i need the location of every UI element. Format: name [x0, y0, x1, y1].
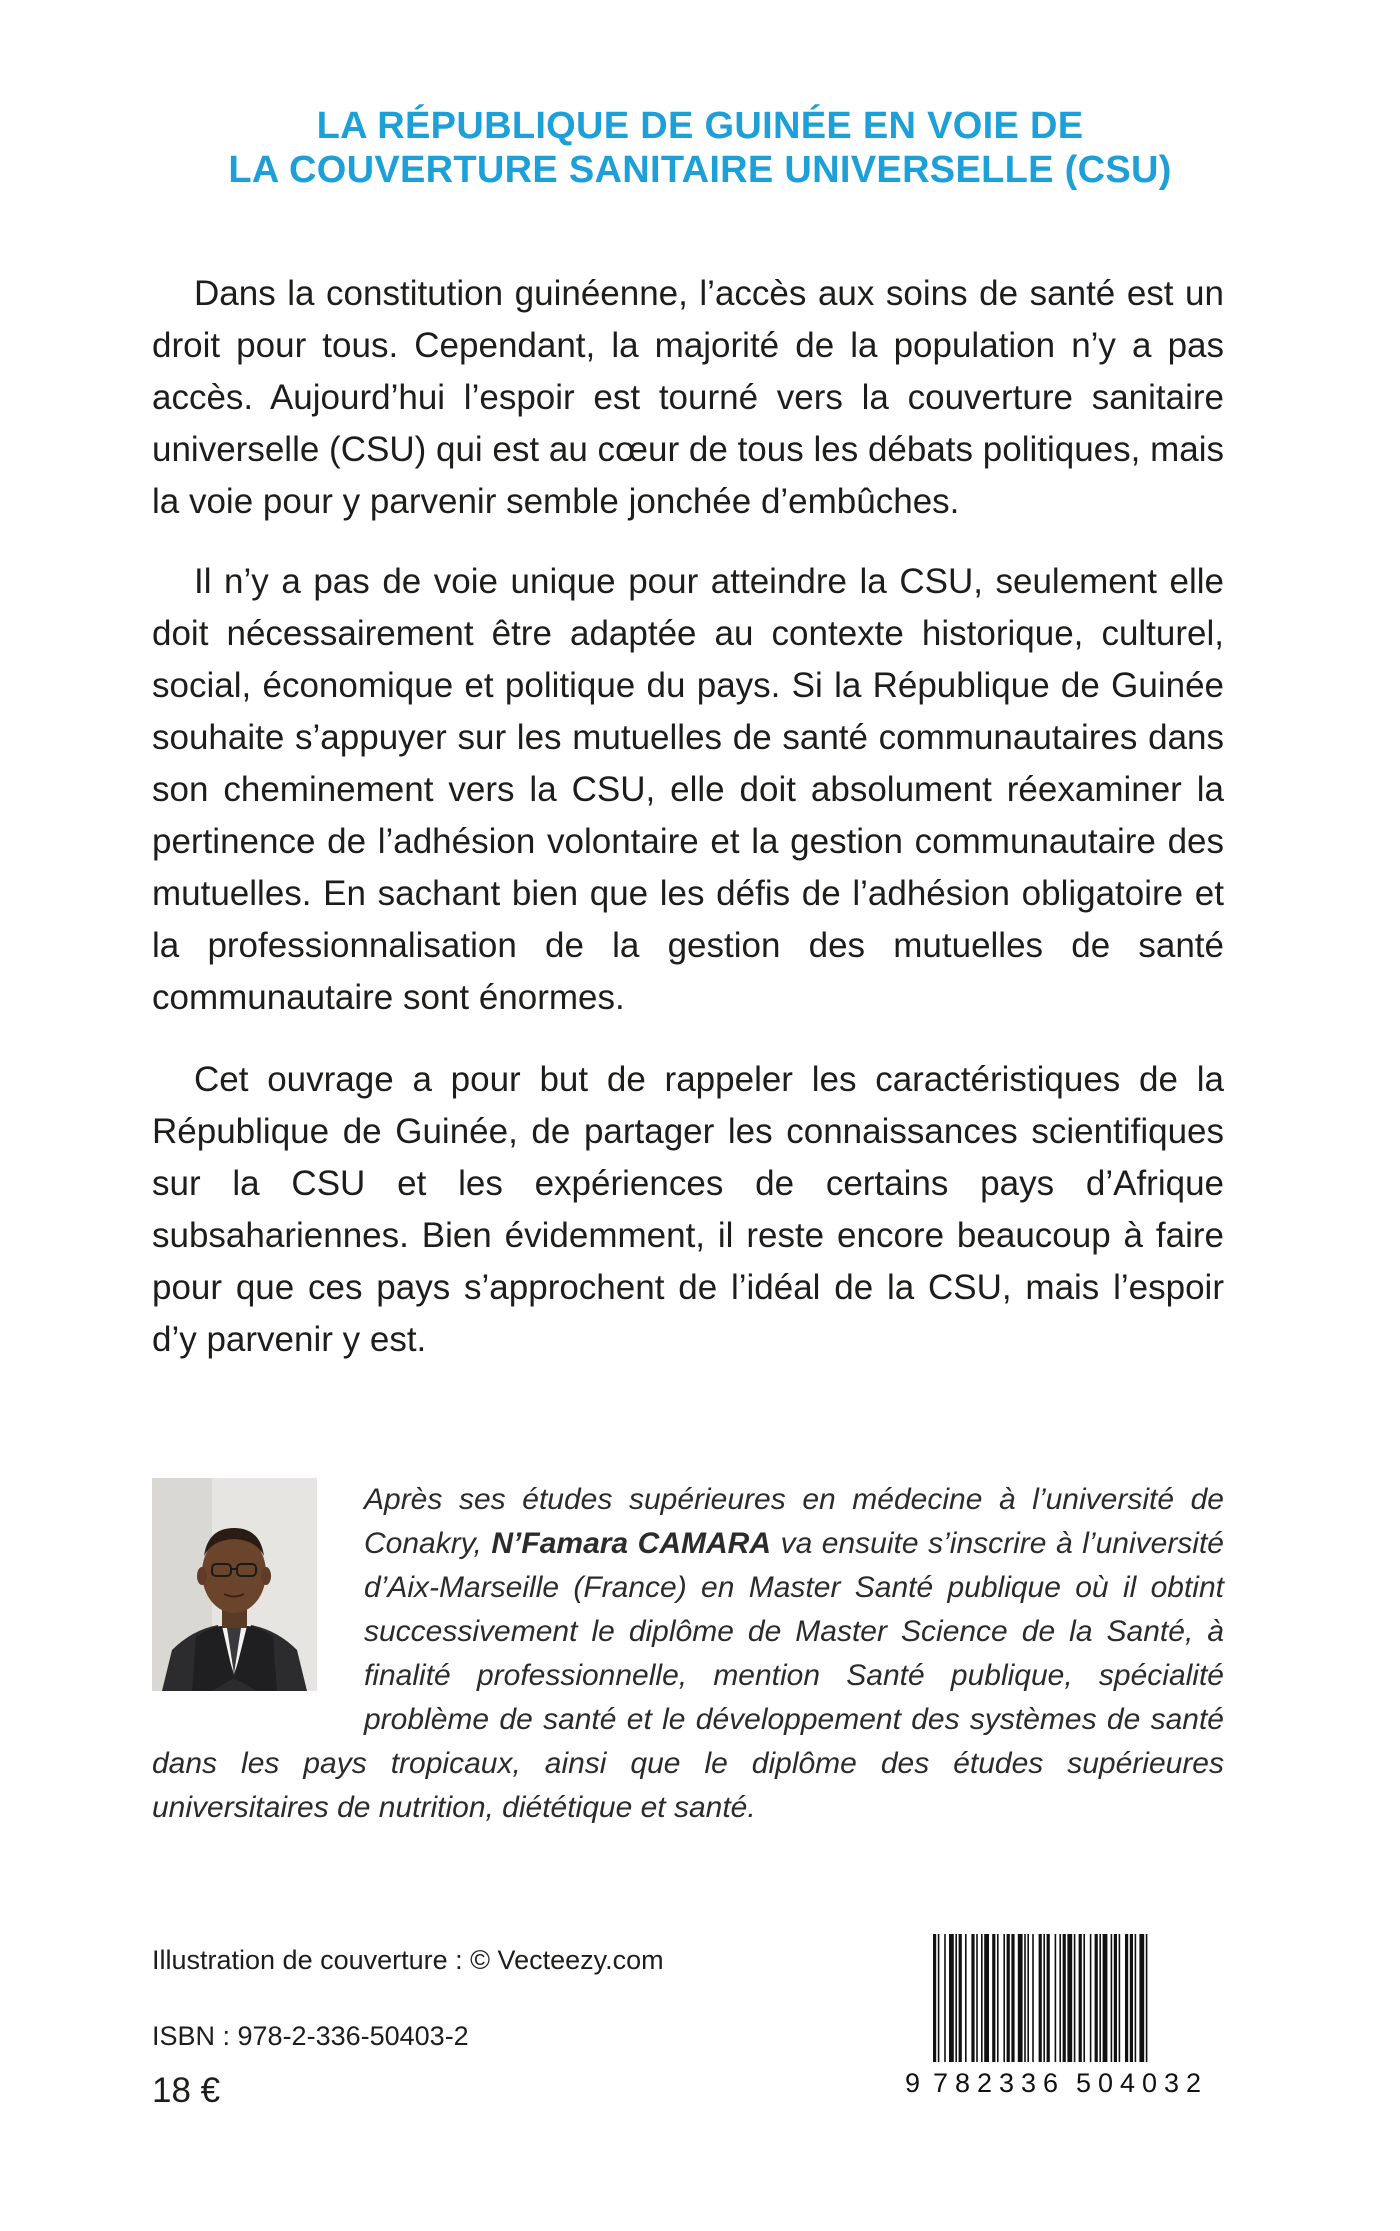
barcode-bar [1007, 1934, 1010, 2062]
barcode-bar [1011, 1934, 1014, 2062]
barcode-digits-right: 504032 [1076, 2068, 1201, 2097]
barcode-bar [1018, 1934, 1023, 2062]
author-name: N’Famara CAMARA [491, 1527, 771, 1560]
barcode-bar [1027, 1934, 1029, 2062]
summary-paragraph-2: Il n’y a pas de voie unique pour atteindre la CSU, seulement elle doit nécessairement être adaptée au contexte historique, culturel, social, économique et politique du pays. Si la République de Guinée souhaite s’appuyer sur les mutuelles de santé communautaires dans son cheminement vers la CSU, elle doit absolument réexaminer la pertinence de l’adhésion volontaire et la gestion communautaire des mutuelles. En sachant bien que les défis de l’adhésion obligatoire et la professionnalisation de la gestion des mutuelles de santé communautaire sont énormes. [152, 562, 1224, 1017]
barcode-bar [1067, 1934, 1072, 2062]
barcode-bar [1055, 1934, 1057, 2062]
barcode-bar [1043, 1934, 1045, 2062]
barcode-bar [1095, 1934, 1098, 2062]
barcode-bar [1099, 1934, 1101, 2062]
summary-paragraph-3: Cet ouvrage a pour but de rappeler les caractéristiques de la République de Guinée, de partager les connaissances scientifiques sur la CSU et les expériences de certains pays d’Afrique subsahariennes. Bien évidemment, il reste encore beaucoup à faire pour que ces pays s’approchent de l’idéal de la CSU, mais l’espoir d’y parvenir y est. [152, 1060, 1224, 1359]
barcode-bar [1090, 1934, 1092, 2062]
barcode-bar [1047, 1934, 1050, 2062]
author-bio [152, 1478, 1224, 1830]
bio-text-start: Après ses études supérieures en médecine à l’université de Conakry, [364, 1483, 1224, 1560]
barcode-bar [1135, 1934, 1137, 2062]
barcode-bar [997, 1934, 999, 2062]
barcode-bar [1032, 1934, 1034, 2062]
price: 18 € [152, 2071, 221, 2110]
barcode-bar [1130, 1934, 1133, 2062]
cover-illustration-credit: Illustration de couverture : © Vecteezy.com [152, 1945, 664, 1975]
barcode-bar [1063, 1934, 1066, 2062]
barcode-bar [1139, 1934, 1144, 2062]
barcode-bar [1119, 1934, 1121, 2062]
barcode-bar [1074, 1934, 1076, 2062]
barcode-bar [949, 1934, 954, 2062]
barcode-digits-left: 782336 [933, 2068, 1058, 2097]
barcode-bars [933, 1934, 1147, 2062]
barcode-bar [1003, 1934, 1005, 2062]
barcode-bar [933, 1934, 936, 2062]
barcode-bar [965, 1934, 967, 2062]
barcode-bar [992, 1934, 995, 2062]
barcode-bar [1146, 1934, 1148, 2062]
barcode-bar [1083, 1934, 1085, 2062]
title-line-2: LA COUVERTURE SANITAIRE UNIVERSELLE (CSU) [228, 149, 1172, 191]
photo-spacer [152, 1478, 364, 1738]
barcode-bar [1125, 1934, 1128, 2062]
barcode-bar [944, 1934, 946, 2062]
summary-paragraph-1: Dans la constitution guinéenne, l’accès aux soins de santé est un droit pour tous. Cependant, la majorité de la population n’y a pas accès. Aujourd’hui l’espoir est tourné vers la couverture sanitaire universelle (CSU) qui est au cœur de tous les débats politiques, mais la voie pour y parvenir semble jonchée d’embûches. [152, 274, 1224, 521]
barcode-bar [971, 1934, 974, 2062]
barcode-bar [981, 1934, 983, 2062]
barcode-bar [959, 1934, 962, 2062]
bio-text-end: va ensuite s’inscrire à l’université d’Aix-Marseille (France) en Master Santé publique où il obtint successivement le diplôme de Master Science de la Santé, à finalité professionnelle, mention Santé publique, spécialité problème de santé et le développement des systèmes de santé dans les pays tropicaux, ainsi que le diplôme des études supérieures universitaires de nutrition, diététique et santé. [152, 1527, 1224, 1824]
barcode-bar [1079, 1934, 1082, 2062]
barcode-bar [1114, 1934, 1117, 2062]
isbn-barcode [903, 1934, 1217, 2097]
isbn-number: ISBN : 978-2-336-50403-2 [152, 2021, 469, 2051]
barcode-bar [955, 1934, 957, 2062]
barcode-first-digit: 9 [905, 2068, 921, 2097]
barcode-bar [984, 1934, 989, 2062]
barcode-bar [1039, 1934, 1042, 2062]
book-title [0, 104, 1400, 192]
barcode-bar [1024, 1934, 1026, 2062]
barcode-bar [938, 1934, 940, 2062]
title-line-1: LA RÉPUBLIQUE DE GUINÉE EN VOIE DE [316, 105, 1084, 147]
barcode-bar [976, 1934, 978, 2062]
barcode-bar [1103, 1934, 1108, 2062]
barcode-bar [1111, 1934, 1113, 2062]
barcode-bar [1059, 1934, 1061, 2062]
